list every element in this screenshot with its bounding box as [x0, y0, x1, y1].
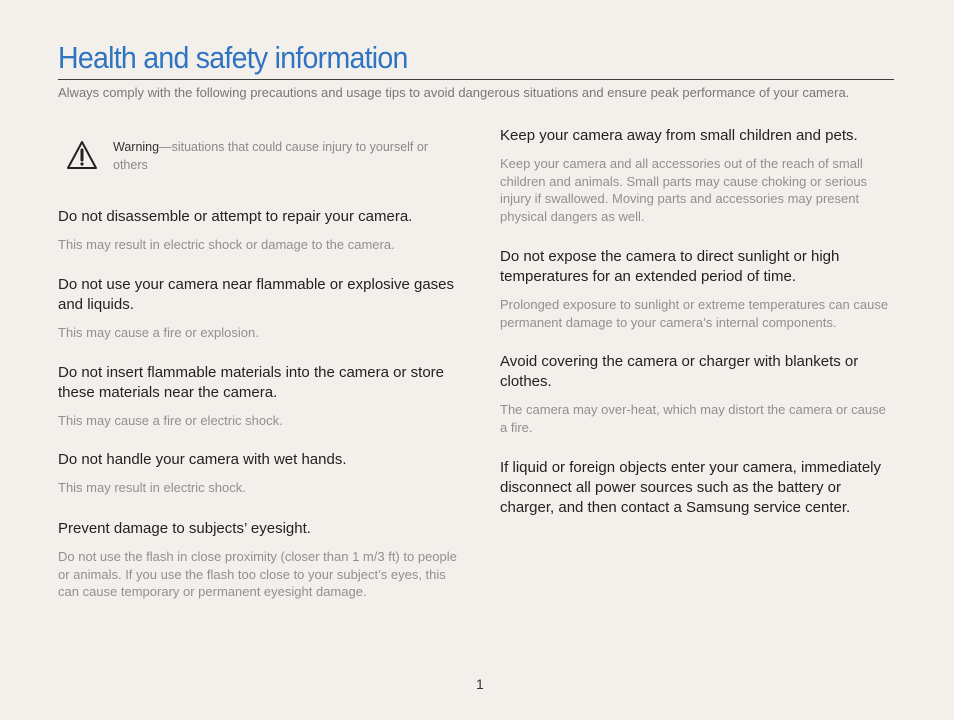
item-heading: Keep your camera away from small children and pets.: [500, 127, 858, 144]
item-body: Keep your camera and all accessories out of the reach of small children and animals. Small parts may cause choking or serious injury if swallowed. Moving parts and accessories may present physical dangers as well.: [500, 156, 868, 224]
item-body: Prolonged exposure to sunlight or extreme temperatures can cause permanent damage to your camera’s internal components.: [500, 297, 889, 330]
item-heading: Prevent damage to subjects’ eyesight.: [58, 520, 311, 537]
item-heading: If liquid or foreign objects enter your camera, immediately disconnect all power sources such as the battery or charger, and then contact a Samsung service center.: [500, 459, 882, 516]
warning-description: —situations that could cause injury to yourself or others: [113, 140, 428, 172]
page-number: 1: [476, 676, 484, 692]
right-item-2: [500, 247, 895, 331]
left-item-2: [58, 275, 458, 342]
warning-triangle-icon: [66, 140, 98, 170]
right-item-1: [500, 126, 895, 225]
item-heading: Do not disassemble or attempt to repair your camera.: [58, 208, 413, 225]
item-body: This may cause a fire or electric shock.: [58, 413, 283, 428]
intro-text: Always comply with the following precautions and usage tips to avoid dangerous situations and ensure peak performance of your camera.: [58, 85, 850, 100]
right-item-4: [500, 458, 895, 518]
item-heading: Do not handle your camera with wet hands.: [58, 451, 347, 468]
item-heading: Do not insert flammable materials into the camera or store these materials near the camera.: [58, 364, 444, 401]
item-heading: Avoid covering the camera or charger with blankets or clothes.: [500, 353, 859, 390]
warning-label: Warning: [113, 140, 160, 154]
item-body: The camera may over-heat, which may distort the camera or cause a fire.: [500, 402, 886, 435]
left-item-5: [58, 519, 458, 601]
right-item-3: [500, 352, 895, 436]
page-title: Health and safety information: [58, 40, 408, 75]
item-heading: Do not expose the camera to direct sunlight or high temperatures for an extended period of time.: [500, 248, 840, 285]
warning-text: [113, 138, 448, 174]
item-body: Do not use the flash in close proximity (closer than 1 m/3 ft) to people or animals. If you use the flash too close to your subject’s eyes, this can cause temporary or permanent eyesight damage.: [58, 549, 457, 599]
item-body: This may result in electric shock or damage to the camera.: [58, 237, 395, 252]
item-body: This may cause a fire or explosion.: [58, 325, 259, 340]
item-heading: Do not use your camera near flammable or explosive gases and liquids.: [58, 276, 455, 313]
title-divider: [58, 79, 894, 80]
left-item-4: [58, 450, 458, 497]
item-body: This may result in electric shock.: [58, 480, 246, 495]
left-item-3: [58, 363, 458, 430]
left-item-1: [58, 207, 458, 254]
